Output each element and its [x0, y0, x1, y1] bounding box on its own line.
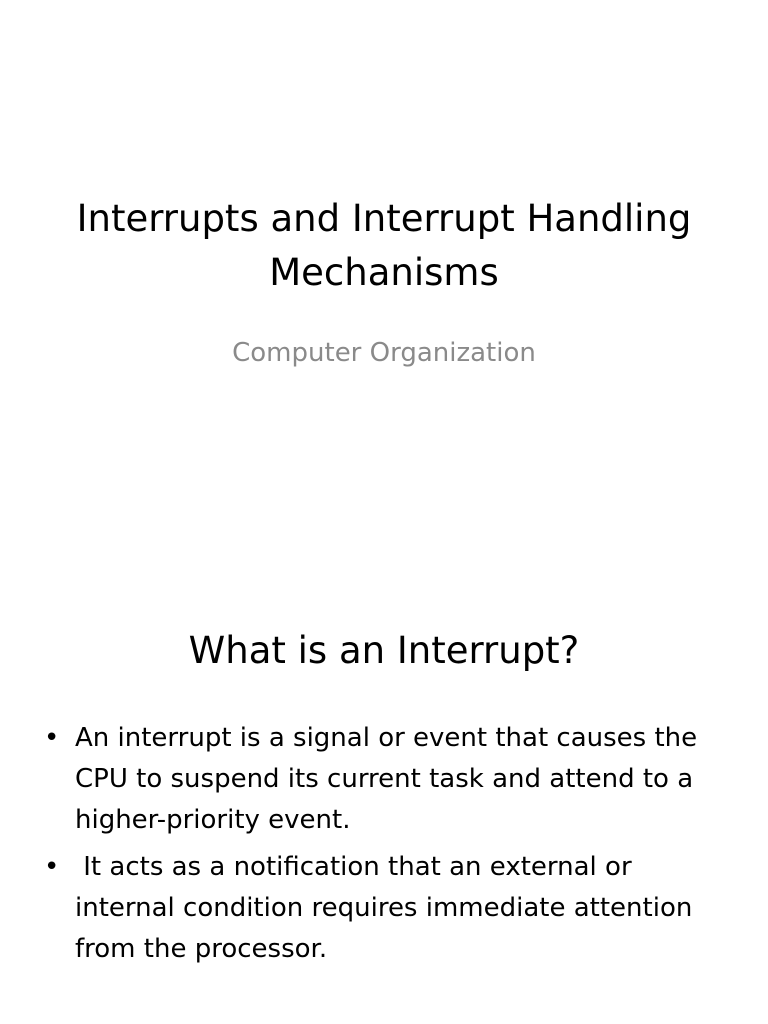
- presentation-subtitle: Computer Organization: [232, 338, 536, 368]
- content-slide: [0, 512, 768, 1024]
- list-item: [40, 847, 738, 970]
- list-item: [40, 718, 738, 841]
- bullet-icon: •: [44, 723, 60, 753]
- slide-title: What is an Interrupt?: [188, 629, 580, 672]
- bullet-list: [40, 718, 738, 976]
- bullet-icon: •: [44, 852, 60, 882]
- bullet-text: It acts as a notification that an external or internal condition requires immediate attention from the processor.: [75, 852, 701, 964]
- presentation-title: Interrupts and Interrupt Handling Mechanisms: [76, 197, 692, 294]
- bullet-text: An interrupt is a signal or event that causes the CPU to suspend its current task and attend to a higher-priority event.: [75, 723, 706, 835]
